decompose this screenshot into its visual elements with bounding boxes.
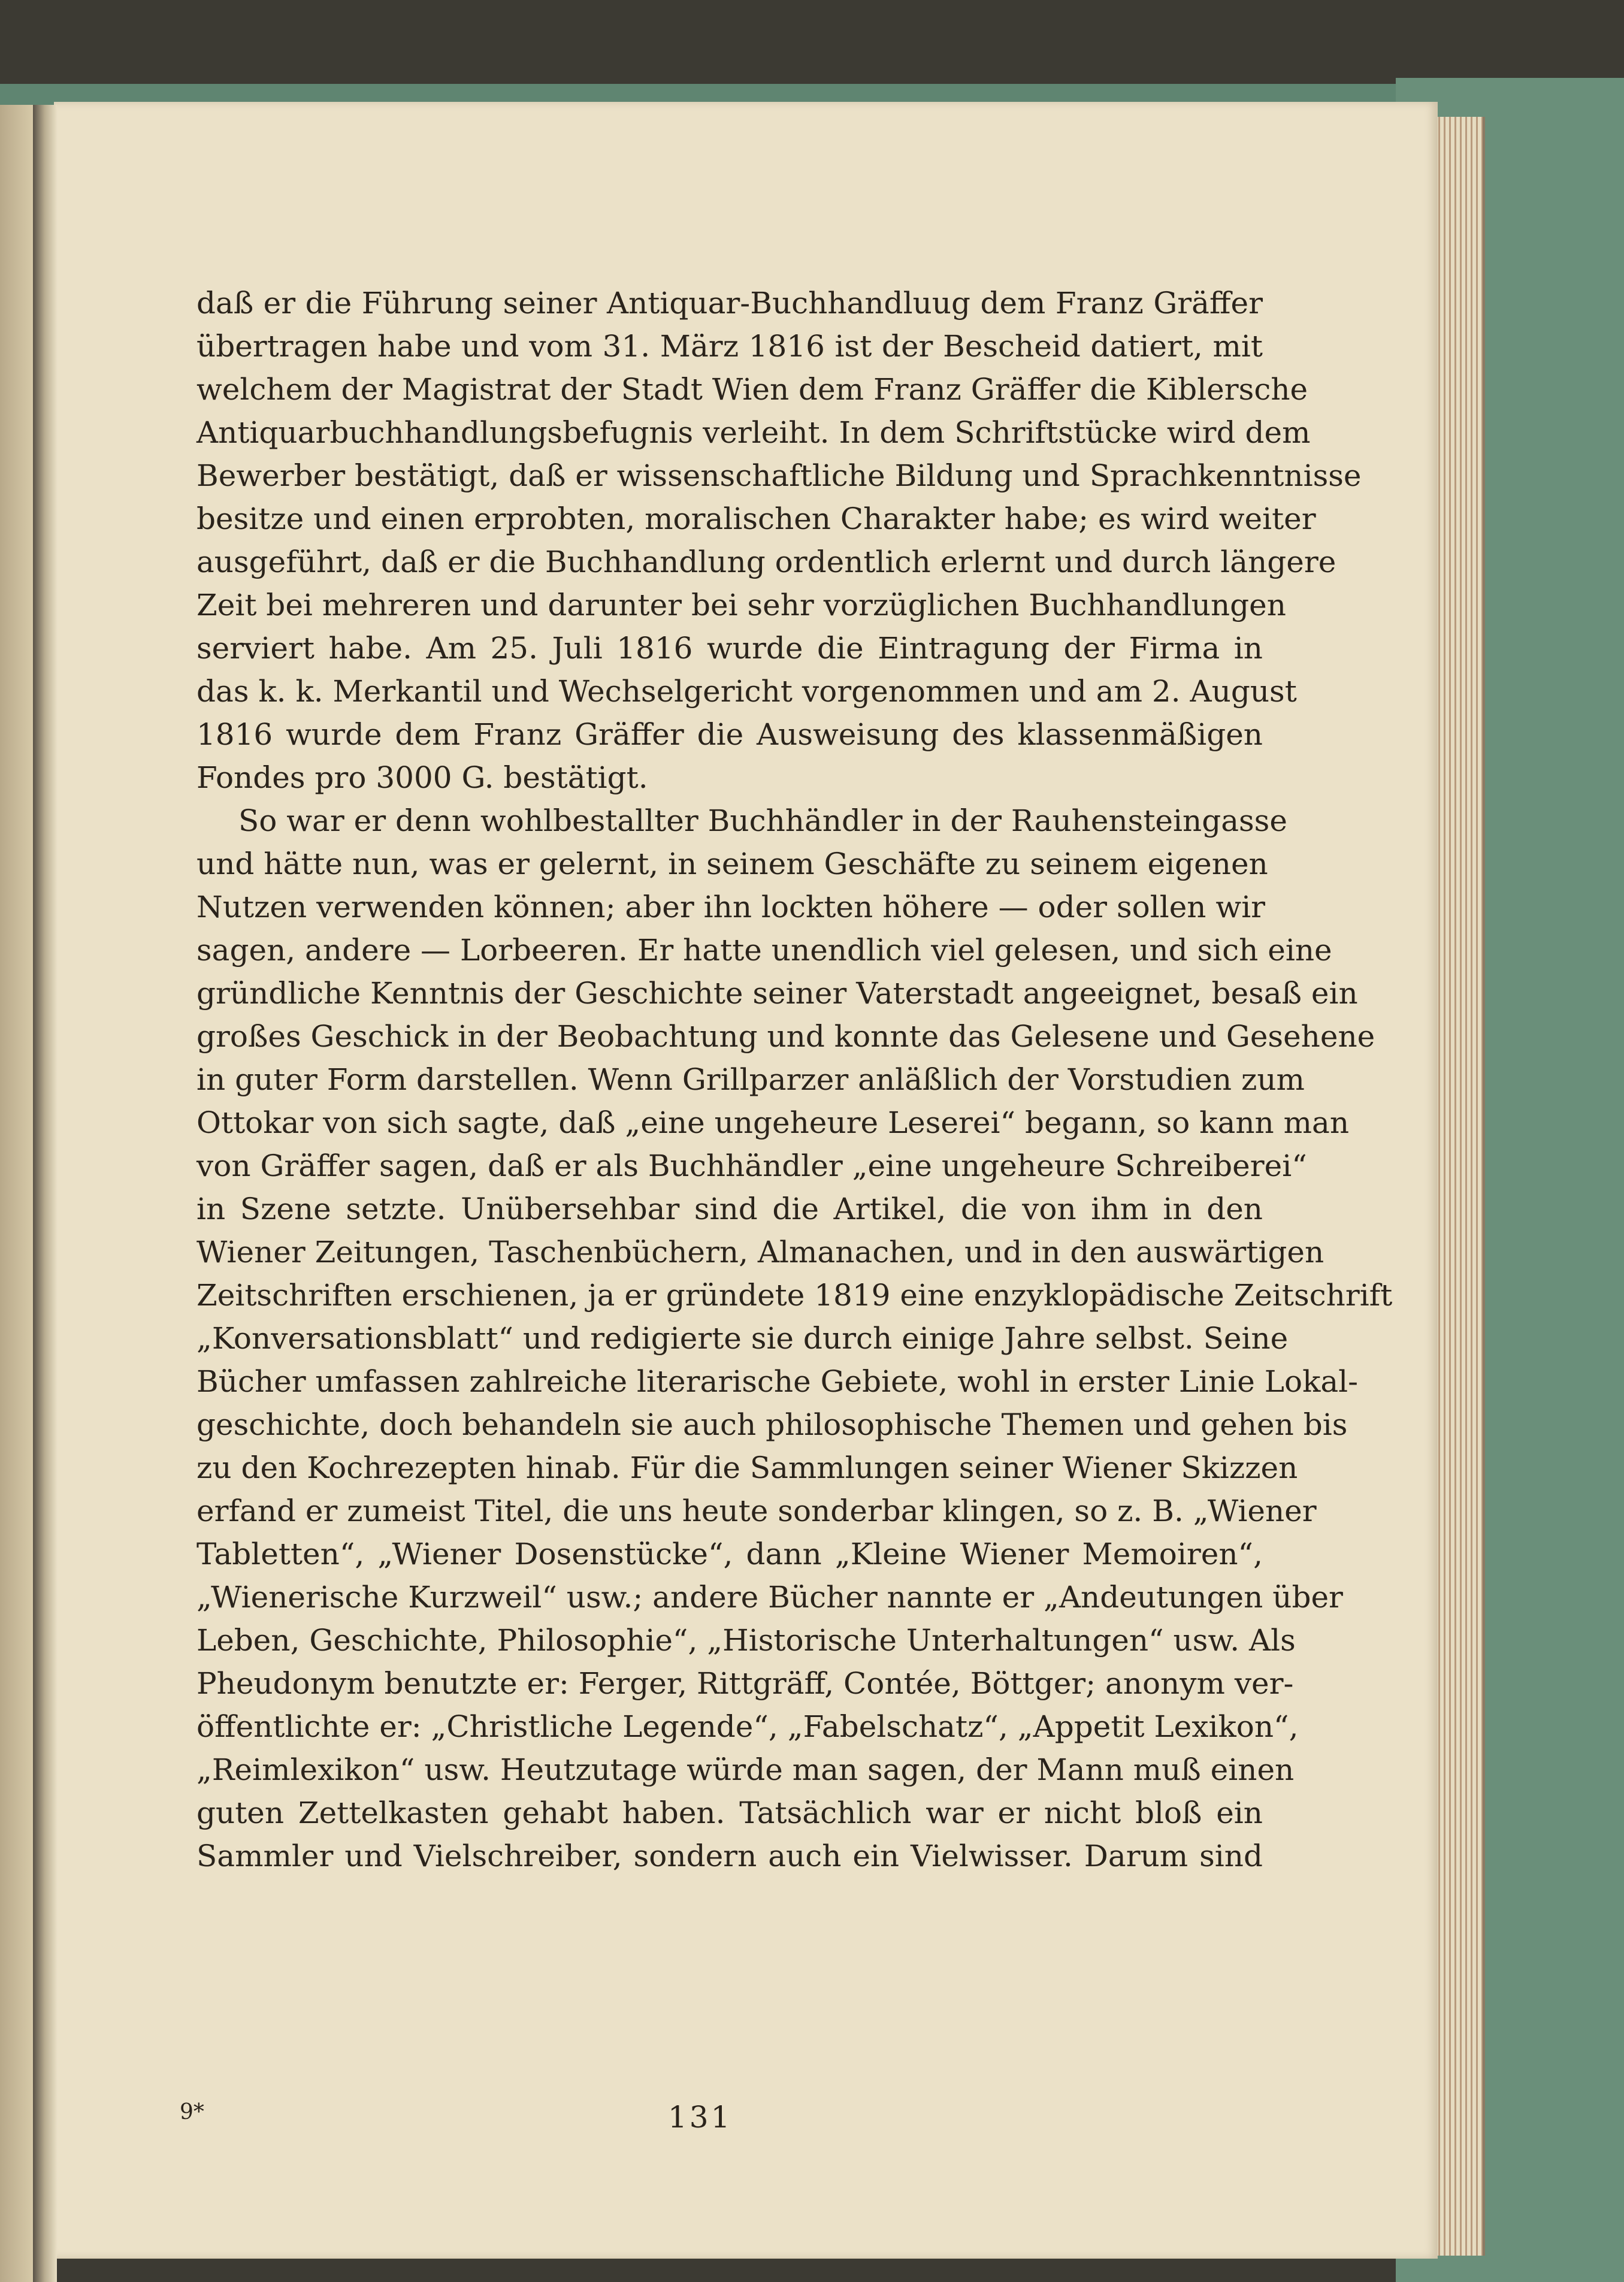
text-line: welchem der Magistrat der Stadt Wien dem Franz Gräffer die Kiblersche: [196, 372, 1308, 407]
text-line: Zeit bei mehreren und darunter bei sehr vorzüglichen Buchhandlungen: [196, 588, 1286, 622]
paragraph-2: [196, 799, 1393, 1878]
text-line: Pheudonym benutzte er: Ferger, Rittgräff, Contée, Böttger; anonym ver-: [196, 1666, 1294, 1701]
book-page: [54, 102, 1438, 2259]
text-line: das k. k. Merkantil und Wechselgericht vorgenommen und am 2. August: [196, 674, 1297, 709]
text-line: übertragen habe und vom 31. März 1816 ist der Bescheid datiert, mit: [196, 329, 1263, 364]
page-number: 131: [668, 2100, 733, 2135]
text-line: zu den Kochrezepten hinab. Für die Sammlungen seiner Wiener Skizzen: [196, 1450, 1298, 1485]
text-line: Tabletten“, „Wiener Dosenstücke“, dann „Kleine Wiener Memoiren“,: [196, 1537, 1263, 1571]
text-line: Bücher umfassen zahlreiche literarische Gebiete, wohl in erster Linie Lokal-: [196, 1364, 1359, 1399]
text-line: öffentlichte er: „Christliche Legende“, „Fabelschatz“, „Appetit Lexikon“,: [196, 1709, 1299, 1744]
page-edges: [1435, 117, 1485, 2256]
text-line: serviert habe. Am 25. Juli 1816 wurde die Eintragung der Firma in: [196, 631, 1263, 666]
text-line: guten Zettelkasten gehabt haben. Tatsächlich war er nicht bloß ein: [196, 1796, 1263, 1830]
text-line: gründliche Kenntnis der Geschichte seiner Vaterstadt angeeignet, besaß ein: [196, 976, 1358, 1011]
paragraph-1: [196, 282, 1362, 799]
text-line: Antiquarbuchhandlungsbefugnis verleiht. In dem Schriftstücke wird dem: [196, 415, 1311, 450]
text-line: von Gräffer sagen, daß er als Buchhändler „eine ungeheure Schreiberei“: [196, 1148, 1307, 1183]
text-line: besitze und einen erprobten, moralischen Charakter habe; es wird weiter: [196, 501, 1316, 536]
text-line: Wiener Zeitungen, Taschenbüchern, Almanachen, und in den auswärtigen: [196, 1235, 1324, 1270]
paragraphs: [196, 282, 1393, 1878]
text-line: und hätte nun, was er gelernt, in seinem Geschäfte zu seinem eigenen: [196, 847, 1268, 881]
text-line: geschichte, doch behandeln sie auch philosophische Themen und gehen bis: [196, 1407, 1348, 1442]
text-line: sagen, andere — Lorbeeren. Er hatte unendlich viel gelesen, und sich eine: [196, 933, 1332, 968]
text-line: „Reimlexikon“ usw. Heutzutage würde man sagen, der Mann muß einen: [196, 1752, 1295, 1787]
text-line: in Szene setzte. Unübersehbar sind die Artikel, die von ihm in den: [196, 1192, 1263, 1226]
text-line: „Konversationsblatt“ und redigierte sie durch einige Jahre selbst. Seine: [196, 1321, 1289, 1356]
text-line: Nutzen verwenden können; aber ihn lockten höhere — oder sollen wir: [196, 890, 1266, 924]
left-page-edge: [0, 105, 36, 2282]
signature-mark: 9*: [180, 2100, 204, 2124]
text-line: Sammler und Vielschreiber, sondern auch ein Vielwisser. Darum sind: [196, 1839, 1263, 1873]
text-line: 1816 wurde dem Franz Gräffer die Ausweisung des klassenmäßigen: [196, 717, 1263, 752]
body-text: [196, 282, 1393, 1878]
text-line: großes Geschick in der Beobachtung und konnte das Gelesene und Gesehene: [196, 1019, 1375, 1054]
book-gutter: [33, 105, 57, 2282]
text-line: „Wienerische Kurzweil“ usw.; andere Bücher nannte er „Andeutungen über: [196, 1580, 1343, 1615]
text-line: Fondes pro 3000 G. bestätigt.: [196, 760, 648, 795]
text-line: So war er denn wohlbestallter Buchhändler in der Rauhensteingasse: [238, 803, 1287, 838]
text-line: erfand er zumeist Titel, die uns heute sonderbar klingen, so z. B. „Wiener: [196, 1494, 1317, 1528]
text-line: Zeitschriften erschienen, ja er gründete 1819 eine enzyklopädische Zeitschrift: [196, 1278, 1393, 1313]
text-line: Leben, Geschichte, Philosophie“, „Historische Unterhaltungen“ usw. Als: [196, 1623, 1296, 1658]
text-line: Ottokar von sich sagte, daß „eine ungeheure Leserei“ begann, so kann man: [196, 1105, 1350, 1140]
text-line: Bewerber bestätigt, daß er wissenschaftliche Bildung und Sprachkenntnisse: [196, 458, 1362, 493]
text-line: daß er die Führung seiner Antiquar-Buchhandluug dem Franz Gräffer: [196, 286, 1263, 321]
text-line: in guter Form darstellen. Wenn Grillparzer anläßlich der Vorstudien zum: [196, 1062, 1305, 1097]
text-line: ausgeführt, daß er die Buchhandlung ordentlich erlernt und durch längere: [196, 545, 1336, 579]
